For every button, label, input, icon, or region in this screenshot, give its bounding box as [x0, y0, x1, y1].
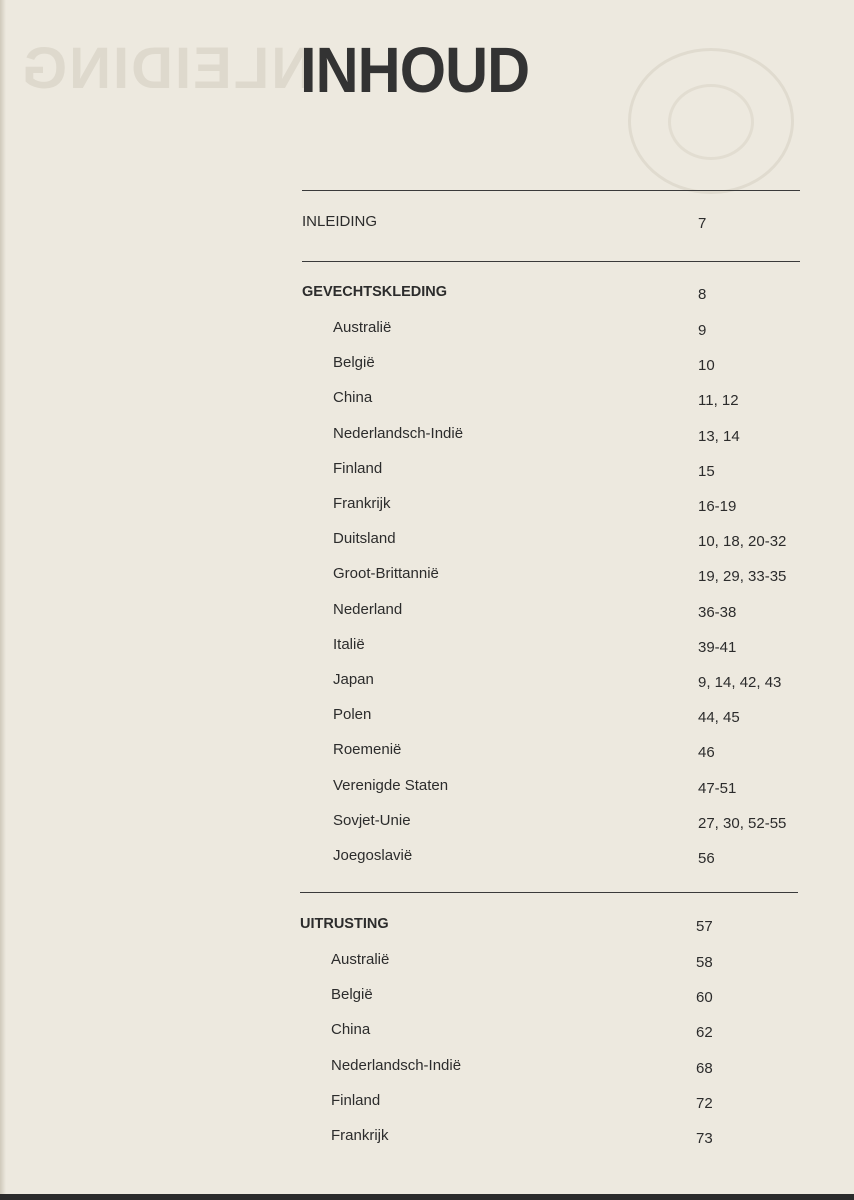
section-page: 8 — [698, 286, 707, 303]
bleed-through-text: INLEIDING — [20, 36, 332, 101]
scan-bottom-edge — [0, 1194, 854, 1200]
section-heading: GEVECHTSKLEDING — [302, 284, 448, 300]
toc-entry-label: België — [333, 354, 375, 371]
toc-entry-pages: 46 — [698, 744, 715, 761]
toc-entry-label: Joegoslavië — [333, 847, 413, 864]
toc-entry-label: Australië — [333, 319, 392, 336]
toc-entry-label: Groot-Brittannië — [333, 565, 439, 582]
toc-entry-pages: 10 — [698, 357, 715, 374]
toc-entry-pages: 16-19 — [698, 498, 737, 515]
toc-entry-label: Nederland — [333, 601, 403, 618]
toc-entry-label: China — [331, 1021, 371, 1038]
toc-entry-label: Nederlandsch-Indië — [333, 425, 464, 442]
toc-entry-pages: 11, 12 — [698, 392, 739, 409]
toc-entry-pages: 13, 14 — [698, 428, 740, 445]
toc-entry-label: Finland — [333, 460, 383, 477]
toc-entry-label: Frankrijk — [333, 495, 391, 512]
toc-entry-label: Italië — [333, 636, 365, 653]
toc-entry-pages: 44, 45 — [698, 709, 740, 726]
toc-entry-pages: 60 — [696, 989, 713, 1006]
toc-entry-pages: 19, 29, 33-35 — [698, 568, 787, 585]
toc-entry-pages: 27, 30, 52-55 — [698, 815, 787, 832]
toc-entry-label: Japan — [333, 671, 374, 688]
toc-entry-pages: 58 — [696, 954, 713, 971]
toc-entry-label: Nederlandsch-Indië — [331, 1057, 462, 1074]
toc-entry-label: Sovjet-Unie — [333, 812, 411, 829]
toc-entry-pages: 47-51 — [698, 780, 737, 797]
toc-entry-label: Australië — [331, 951, 390, 968]
toc-entry-label: China — [333, 389, 373, 406]
toc-entry-pages: 39-41 — [698, 639, 737, 656]
intro-label: INLEIDING — [302, 213, 378, 230]
toc-entry-pages: 15 — [698, 463, 715, 480]
section-heading: UITRUSTING — [300, 916, 389, 932]
section-page: 57 — [696, 918, 713, 935]
toc-entry-label: Frankrijk — [331, 1127, 389, 1144]
toc-entry-pages: 9 — [698, 322, 707, 339]
toc-entry-pages: 72 — [696, 1095, 713, 1112]
divider — [300, 892, 798, 893]
toc-entry-label: Verenigde Staten — [333, 777, 449, 794]
toc-entry-label: België — [331, 986, 373, 1003]
toc-entry-label: Roemenië — [333, 741, 402, 758]
toc-entry-label: Polen — [333, 706, 372, 723]
page-binding-edge — [0, 0, 6, 1200]
toc-entry-pages: 36-38 — [698, 604, 737, 621]
bleed-through-emblem-inner — [668, 84, 754, 160]
divider — [302, 190, 800, 191]
toc-entry-pages: 62 — [696, 1024, 713, 1041]
toc-entry-label: Finland — [331, 1092, 381, 1109]
toc-entry-pages: 56 — [698, 850, 715, 867]
toc-entry-pages: 68 — [696, 1060, 713, 1077]
intro-page: 7 — [698, 215, 707, 232]
toc-entry-pages: 73 — [696, 1130, 713, 1147]
divider — [302, 261, 800, 262]
page-title: INHOUD — [300, 34, 530, 106]
toc-entry-pages: 10, 18, 20-32 — [698, 533, 787, 550]
toc-entry-pages: 9, 14, 42, 43 — [698, 674, 782, 691]
toc-entry-label: Duitsland — [333, 530, 396, 547]
